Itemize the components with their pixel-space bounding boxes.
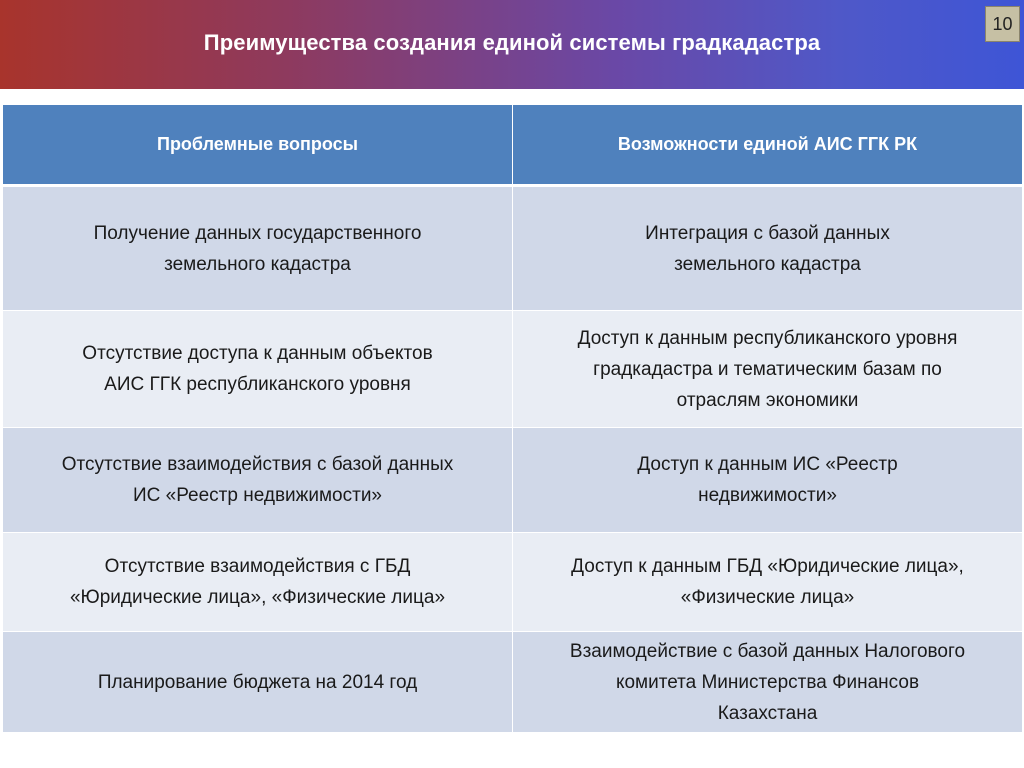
column-header-opportunities: Возможности единой АИС ГГК РК [513, 105, 1023, 186]
table-row [3, 428, 1023, 533]
comparison-table [2, 104, 1023, 733]
column-header-problems: Проблемные вопросы [3, 105, 513, 186]
problem-cell: Отсутствие доступа к данным объектов АИС ГГК республиканского уровня [3, 311, 513, 428]
opportunity-cell: Доступ к данным ИС «Реестр недвижимости» [513, 428, 1023, 533]
table-header-row [3, 105, 1023, 186]
problem-cell: Отсутствие взаимодействия с ГБД «Юридические лица», «Физические лица» [3, 533, 513, 632]
title-banner [0, 0, 1024, 89]
table-row [3, 632, 1023, 733]
page-number-badge: 10 [985, 6, 1020, 42]
table-row [3, 186, 1023, 311]
opportunity-cell: Доступ к данным ГБД «Юридические лица», «Физические лица» [513, 533, 1023, 632]
opportunity-cell: Доступ к данным республиканского уровня градкадастра и тематическим базам по отраслям экономики [513, 311, 1023, 428]
problem-cell: Получение данных государственного земельного кадастра [3, 186, 513, 311]
slide-title: Преимущества создания единой системы градкадастра [203, 30, 821, 55]
problem-cell: Отсутствие взаимодействия с базой данных ИС «Реестр недвижимости» [3, 428, 513, 533]
problem-cell: Планирование бюджета на 2014 год [3, 632, 513, 733]
table-row [3, 533, 1023, 632]
opportunity-cell: Взаимодействие с базой данных Налогового комитета Министерства Финансов Казахстана [513, 632, 1023, 733]
table-row [3, 311, 1023, 428]
comparison-table-container [2, 104, 1022, 733]
opportunity-cell: Интеграция с базой данных земельного кадастра [513, 186, 1023, 311]
